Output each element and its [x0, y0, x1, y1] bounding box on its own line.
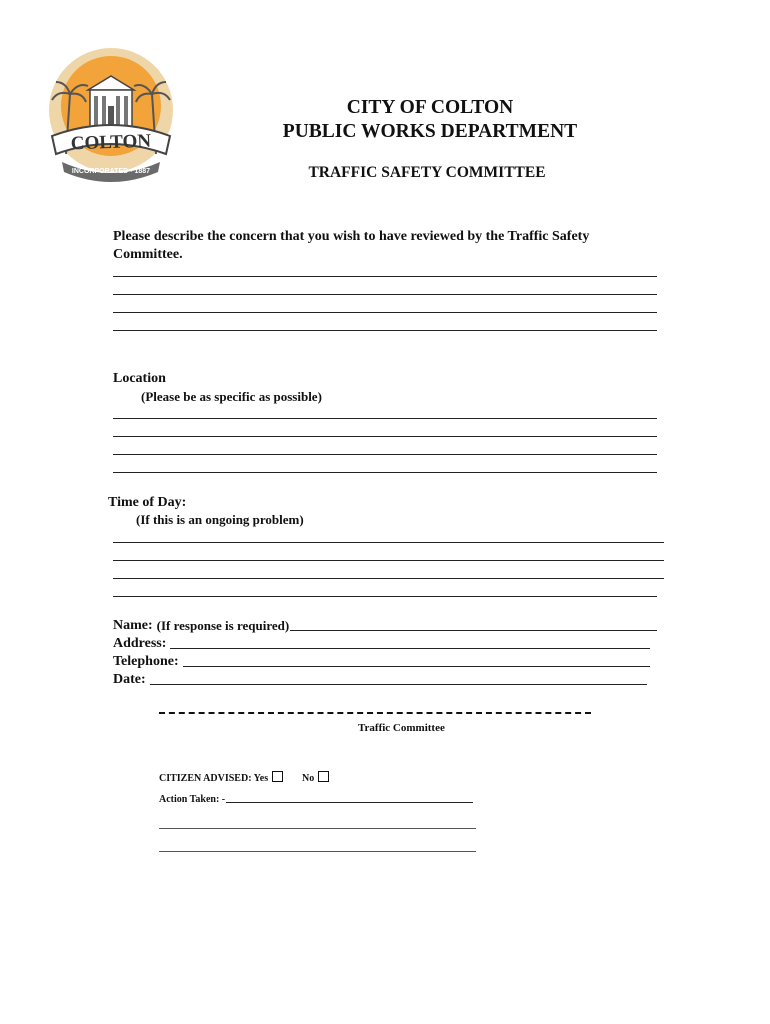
no-label: No [302, 773, 315, 784]
concern-line-1[interactable] [113, 276, 657, 277]
seal-ribbon-text: INCORPORATED • 1887 [71, 168, 151, 175]
action-taken-line-3[interactable] [159, 851, 476, 852]
name-label: Name: [113, 618, 153, 633]
action-taken-line-2[interactable] [159, 828, 476, 829]
action-taken-field[interactable] [159, 794, 473, 805]
location-line-3[interactable] [113, 454, 657, 455]
concern-prompt-line2: Committee. [113, 247, 183, 262]
telephone-label: Telephone: [113, 654, 179, 669]
concern-line-4[interactable] [113, 330, 657, 331]
action-taken-label: Action Taken: - [159, 794, 226, 805]
yes-checkbox[interactable] [272, 771, 283, 782]
address-label: Address: [113, 636, 167, 651]
time-of-day-hint: (If this is an ongoing problem) [136, 512, 304, 527]
location-line-4[interactable] [113, 472, 657, 473]
location-line-1[interactable] [113, 418, 657, 419]
time-of-day-label: Time of Day: [108, 495, 187, 510]
concern-line-2[interactable] [113, 294, 657, 295]
form-title: TRAFFIC SAFETY COMMITTEE [308, 164, 546, 181]
office-section-title: Traffic Committee [358, 722, 445, 734]
seal-name: COLTON [70, 130, 152, 155]
location-line-2[interactable] [113, 436, 657, 437]
name-input-line[interactable] [290, 630, 657, 631]
address-input-line[interactable] [170, 648, 650, 649]
no-checkbox[interactable] [318, 771, 329, 782]
time-line-3[interactable] [113, 578, 664, 579]
time-line-1[interactable] [113, 542, 664, 543]
address-field[interactable] [113, 636, 650, 652]
citizen-advised-row [159, 771, 283, 784]
no-row [302, 771, 329, 784]
name-hint: (If response is required) [156, 618, 290, 633]
name-field[interactable] [113, 618, 657, 634]
time-line-4[interactable] [113, 596, 657, 597]
header-city: CITY OF COLTON [346, 97, 514, 118]
date-field[interactable] [113, 672, 647, 688]
telephone-input-line[interactable] [183, 666, 650, 667]
city-seal-logo [44, 44, 178, 184]
location-label: Location [113, 371, 166, 386]
concern-line-3[interactable] [113, 312, 657, 313]
separator-dashes [159, 712, 591, 714]
time-line-2[interactable] [113, 560, 664, 561]
date-input-line[interactable] [150, 684, 647, 685]
date-label: Date: [113, 672, 146, 687]
citizen-advised-label: CITIZEN ADVISED: Yes [159, 773, 269, 784]
telephone-field[interactable] [113, 654, 650, 670]
concern-prompt-line1: Please describe the concern that you wish to have reviewed by the Traffic Safety [113, 229, 590, 244]
header-department: PUBLIC WORKS DEPARTMENT [282, 121, 578, 142]
location-hint: (Please be as specific as possible) [141, 389, 322, 404]
action-taken-line-1[interactable] [226, 802, 473, 803]
